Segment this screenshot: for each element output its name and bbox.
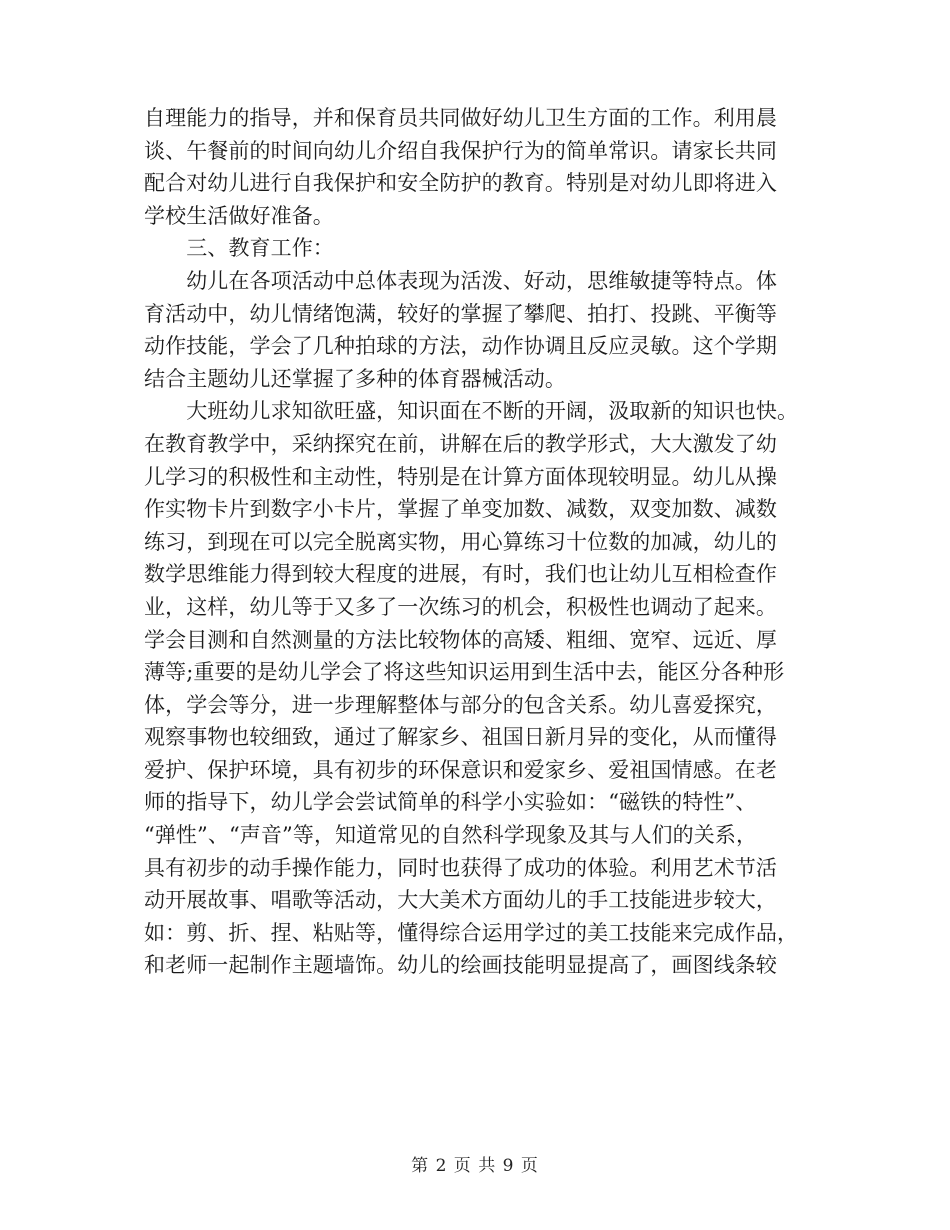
text-line: 爱护、保护环境，具有初步的环保意识和爱家乡、爱祖国情感。在老	[144, 757, 777, 782]
page-number-footer: 第 2 页 共 9 页	[411, 1156, 539, 1176]
text-line: 观察事物也较细致，通过了解家乡、祖国日新月异的变化，从而懂得	[144, 725, 777, 750]
text-line: 具有初步的动手操作能力，同时也获得了成功的体验。利用艺术节活	[144, 855, 777, 880]
text-line: “弹性”、“声音”等，知道常见的自然科学现象及其与人们的关系，	[144, 823, 758, 848]
text-line: 如：剪、折、捏、粘贴等，懂得综合运用学过的美工技能来完成作品，	[144, 920, 799, 945]
text-line: 结合主题幼儿还掌握了多种的体育器械活动。	[144, 366, 566, 391]
text-line: 幼儿在各项活动中总体表现为活泼、好动，思维敏捷等特点。体	[144, 268, 777, 293]
text-line: 自理能力的指导，并和保育员共同做好幼儿卫生方面的工作。利用晨	[144, 106, 777, 130]
text-line: 学校生活做好准备。	[144, 203, 334, 228]
text-line: 配合对幼儿进行自我保护和安全防护的教育。特别是对幼儿即将进入	[144, 171, 777, 196]
text-line: 体，学会等分，进一步理解整体与部分的包含关系。幼儿喜爱探究，	[144, 692, 777, 717]
text-line: 动开展故事、唱歌等活动，大大美术方面幼儿的手工技能进步较大，	[144, 888, 777, 913]
text-line: 练习，到现在可以完全脱离实物，用心算练习十位数的加减，幼儿的	[144, 529, 777, 554]
section-heading: 三、教育工作：	[144, 236, 334, 261]
text-line: 动作技能，学会了几种拍球的方法，动作协调且反应灵敏。这个学期	[144, 334, 777, 359]
document-body	[144, 102, 824, 982]
text-line: 在教育教学中，采纳探究在前，讲解在后的教学形式，大大激发了幼	[144, 431, 777, 456]
text-line: 学会目测和自然测量的方法比较物体的高矮、粗细、宽窄、远近、厚	[144, 627, 777, 652]
text-line: 师的指导下，幼儿学会尝试简单的科学小实验如：“磁铁的特性”、	[144, 790, 757, 815]
text-line: 业，这样，幼儿等于又多了一次练习的机会，积极性也调动了起来。	[144, 594, 777, 619]
text-line: 和老师一起制作主题墙饰。幼儿的绘画技能明显提高了，画图线条较	[144, 953, 777, 978]
text-line: 谈、午餐前的时间向幼儿介绍自我保护行为的简单常识。请家长共同	[144, 138, 777, 163]
text-line: 大班幼儿求知欲旺盛，知识面在不断的开阔，汲取新的知识也快。	[144, 399, 799, 424]
text-line: 作实物卡片到数字小卡片，掌握了单变加数、减数，双变加数、减数	[144, 497, 777, 522]
text-line: 薄等;重要的是幼儿学会了将这些知识运用到生活中去，能区分各种形	[144, 660, 785, 685]
text-line: 育活动中，幼儿情绪饱满，较好的掌握了攀爬、拍打、投跳、平衡等	[144, 301, 777, 326]
text-line: 数学思维能力得到较大程度的进展，有时，我们也让幼儿互相检查作	[144, 562, 777, 587]
text-line: 儿学习的积极性和主动性，特别是在计算方面体现较明显。幼儿从操	[144, 464, 777, 489]
